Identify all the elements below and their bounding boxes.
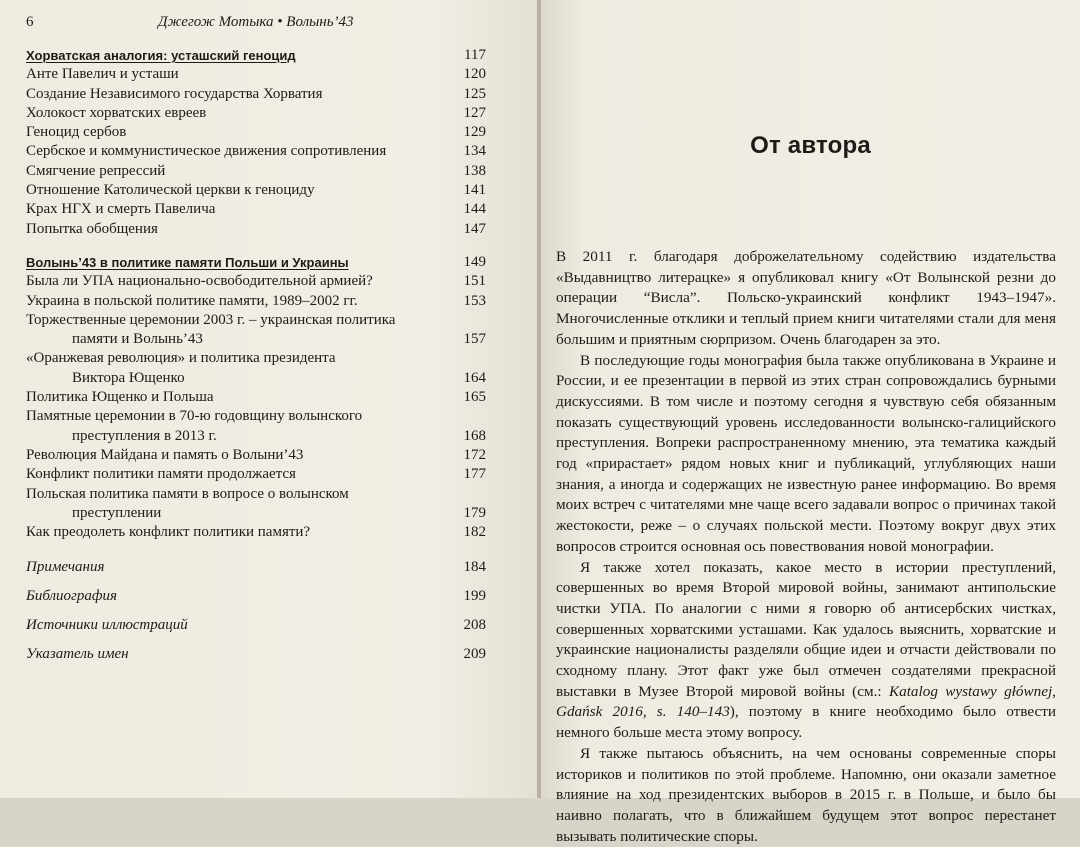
toc-section-heading: Хорватская аналогия: усташский геноцид 117 bbox=[26, 47, 486, 63]
toc-item-line: Памятные церемонии в 70-ю годовщину волынского bbox=[26, 408, 363, 425]
paragraph: Я также пытаюсь объяснить, на чем основаны современные споры историков и политиков по этой проблеме. Напомню, они оказали заметное влияние на ход президентских выборов в 2015 г. в Польше, и было бы наивно полагать, что в ближайшем будущем этот вопрос перестанет вызывать политические споры. bbox=[556, 744, 1056, 845]
running-title: Джегож Мотыка • Волынь’43 bbox=[158, 14, 354, 30]
toc-item: Крах НГХ и смерть Павелича 144 bbox=[26, 201, 486, 218]
toc-back-matter-item: Указатель имен 209 bbox=[26, 646, 486, 663]
toc-item-line: «Оранжевая революция» и политика президента bbox=[26, 350, 336, 367]
toc-back-matter-item: Источники иллюстраций 208 bbox=[26, 617, 486, 634]
page-number: 6 bbox=[26, 14, 34, 30]
toc-item: Революция Майдана и память о Волыни’43 172 bbox=[26, 446, 486, 463]
table-of-contents bbox=[26, 46, 486, 664]
paragraph: В последующие годы монография была также опубликована в Украине и России, и ее презентации в первой из этих стран сопровождались бурными дискуссиями. В том числе и поэтому сегодня я чувствую себя обязанным показать существующий уровень исследованности волынско-галицийского преступления. Вопреки распространенному мнению, эта тематика каждый год «прирастает» рядом новых книг и публикаций, углубляющих наши знания, а иногда и содержащих не известную ранее информацию. Во время моих встреч с читателями мне чаще всего задавали вопрос о причинах такой жестокости, реже – о случаях польской мести. Поэтому вокруг двух этих вопросов строится основная ось повествования новой монографии. bbox=[556, 351, 1056, 555]
toc-item-continuation: Виктора Ющенко 164 bbox=[72, 369, 486, 386]
toc-item: Сербское и коммунистическое движения сопротивления 134 bbox=[26, 143, 486, 160]
toc-item: Смягчение репрессий 138 bbox=[26, 162, 486, 179]
toc-back-matter-item: Библиография 199 bbox=[26, 588, 486, 605]
toc-item: Была ли УПА национально-освободительной армией? 151 bbox=[26, 273, 486, 290]
toc-item-continuation: преступления в 2013 г. 168 bbox=[72, 427, 486, 444]
toc-back-matter-item: Примечания 184 bbox=[26, 559, 486, 576]
toc-item: Геноцид сербов 129 bbox=[26, 124, 486, 141]
running-head bbox=[26, 14, 513, 34]
toc-item: Украина в польской политике памяти, 1989–2002 гг. 153 bbox=[26, 292, 486, 309]
toc-item-line: Польская политика памяти в вопросе о волынском bbox=[26, 485, 349, 502]
foreword-text bbox=[556, 247, 1056, 847]
chapter-title: От автора bbox=[750, 132, 871, 159]
toc-item: Анте Павелич и усташи 120 bbox=[26, 66, 486, 83]
toc-item: Отношение Католической церкви к геноциду 141 bbox=[26, 182, 486, 199]
right-page bbox=[541, 0, 1080, 845]
toc-item-line: Торжественные церемонии 2003 г. – украинская политика bbox=[26, 311, 396, 328]
paragraph: В 2011 г. благодаря доброжелательному содействию издательства «Выдавництво литерацке» я опубликовал книгу «От Волынской резни до операции “Висла”. Польско-украинский конфликт 1943–1947». Многочисленные отклики и теплый прием книги читателями стали для меня большим и приятным сюрпризом. Очень благодарен за это. bbox=[556, 248, 1056, 348]
toc-item: Конфликт политики памяти продолжается 177 bbox=[26, 466, 486, 483]
toc-item: Создание Независимого государства Хорватия 125 bbox=[26, 85, 486, 102]
paragraph: Я также хотел показать, какое место в истории преступлений, совершенных во время Второй мировой войны, занимают антипольские чистки УПА. По аналогии с ними я говорю об антисербских чистках, совершенных хорватскими усташами. Как удалось выяснить, хорватские и украинские националисты разделяли общие идеи и отчасти действовали по сходному плану. Этот факт уже был отмечен создателями прекрасной выставки в Музее Второй мировой войны (см.: Katalog wystawy głównej, Gdańsk 2016, s. 140–143), поэтому в книге необходимо было отвести немного больше места этому вопросу. bbox=[556, 558, 1056, 742]
catalog-citation: Katalog wystawy głównej, Gdańsk 2016, s. 140–143 bbox=[556, 682, 1056, 721]
toc-item: Попытка обобщения 147 bbox=[26, 220, 486, 237]
toc-item: Политика Ющенко и Польша 165 bbox=[26, 389, 486, 406]
toc-item-continuation: преступлении 179 bbox=[72, 504, 486, 521]
toc-item: Холокост хорватских евреев 127 bbox=[26, 104, 486, 121]
toc-section-heading: Волынь’43 в политике памяти Польши и Украины 149 bbox=[26, 253, 486, 270]
toc-item: Как преодолеть конфликт политики памяти? 182 bbox=[26, 524, 486, 541]
left-page bbox=[0, 0, 539, 798]
toc-item-continuation: памяти и Волынь’43 157 bbox=[72, 331, 486, 348]
